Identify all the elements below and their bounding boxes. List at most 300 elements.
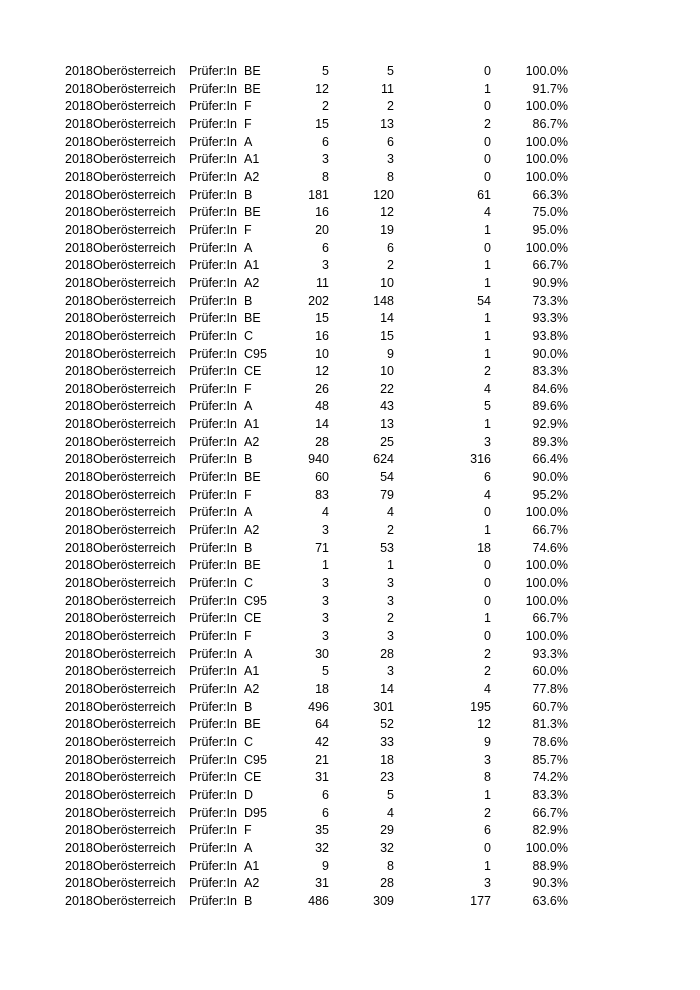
total-count-cell: 3 xyxy=(322,629,329,643)
role-cell: Prüfer:In xyxy=(189,222,237,237)
region-cell: Oberösterreich xyxy=(93,805,176,820)
failed-count-cell: 12 xyxy=(477,717,491,732)
year-cell: 2018 xyxy=(65,205,93,220)
failed-count-cell: 61 xyxy=(477,187,491,202)
pass-rate-cell: 93.3% xyxy=(532,646,568,661)
region-cell: Oberösterreich xyxy=(93,893,176,908)
total-count-cell: 496 xyxy=(308,699,329,714)
passed-count-cell: 6 xyxy=(387,240,394,255)
failed-count-cell: 0 xyxy=(484,576,491,591)
total-count-cell: 6 xyxy=(322,787,329,802)
table-row xyxy=(0,858,700,876)
table-row xyxy=(0,98,700,116)
license-class-cell: BE xyxy=(244,558,261,573)
passed-count-cell: 23 xyxy=(380,770,394,785)
total-count-cell: 20 xyxy=(315,222,329,237)
role-cell: Prüfer:In xyxy=(189,434,237,449)
table-row xyxy=(0,169,700,187)
passed-count-cell: 2 xyxy=(387,99,394,114)
pass-rate-cell: 63.6% xyxy=(532,893,568,908)
pass-rate-cell: 66.7% xyxy=(532,523,568,538)
license-class-cell: A xyxy=(244,646,253,661)
failed-count-cell: 1 xyxy=(484,417,491,432)
table-row xyxy=(0,204,700,222)
region-cell: Oberösterreich xyxy=(93,734,176,749)
year-cell: 2018 xyxy=(65,434,93,449)
total-count-cell: 4 xyxy=(322,505,329,520)
region-cell: Oberösterreich xyxy=(93,505,176,520)
failed-count-cell: 0 xyxy=(484,840,491,855)
total-count-cell: 16 xyxy=(315,205,329,220)
passed-count-cell: 54 xyxy=(380,470,394,485)
license-class-cell: F xyxy=(244,222,252,237)
role-cell: Prüfer:In xyxy=(189,381,237,396)
pass-rate-cell: 92.9% xyxy=(532,417,568,432)
year-cell: 2018 xyxy=(65,152,93,167)
passed-count-cell: 9 xyxy=(387,346,394,361)
region-cell: Oberösterreich xyxy=(93,258,176,273)
role-cell: Prüfer:In xyxy=(189,328,237,343)
passed-count-cell: 13 xyxy=(380,116,394,131)
pass-rate-cell: 78.6% xyxy=(532,734,568,749)
pass-rate-cell: 100.0% xyxy=(525,593,568,608)
pass-rate-cell: 86.7% xyxy=(532,116,568,131)
table-row xyxy=(0,487,700,505)
region-cell: Oberösterreich xyxy=(93,134,176,149)
table-row xyxy=(0,540,700,558)
year-cell: 2018 xyxy=(65,876,93,891)
license-class-cell: CE xyxy=(244,611,262,626)
total-count-cell: 83 xyxy=(315,487,329,502)
failed-count-cell: 2 xyxy=(484,664,491,679)
pass-rate-cell: 95.0% xyxy=(532,222,568,237)
failed-count-cell: 4 xyxy=(484,205,491,220)
table-row xyxy=(0,81,700,99)
role-cell: Prüfer:In xyxy=(189,717,237,732)
passed-count-cell: 2 xyxy=(387,611,394,626)
pass-rate-cell: 100.0% xyxy=(525,840,568,855)
region-cell: Oberösterreich xyxy=(93,116,176,131)
passed-count-cell: 22 xyxy=(380,381,394,396)
total-count-cell: 6 xyxy=(322,240,329,255)
pass-rate-cell: 85.7% xyxy=(532,752,568,767)
total-count-cell: 3 xyxy=(322,523,329,538)
role-cell: Prüfer:In xyxy=(189,893,237,908)
pass-rate-cell: 88.9% xyxy=(532,858,568,873)
role-cell: Prüfer:In xyxy=(189,734,237,749)
year-cell: 2018 xyxy=(65,576,93,591)
failed-count-cell: 1 xyxy=(484,275,491,290)
total-count-cell: 6 xyxy=(322,805,329,820)
failed-count-cell: 0 xyxy=(484,99,491,114)
license-class-cell: C95 xyxy=(244,346,267,361)
table-row xyxy=(0,434,700,452)
pass-rate-cell: 74.2% xyxy=(532,770,568,785)
passed-count-cell: 53 xyxy=(380,540,394,555)
total-count-cell: 202 xyxy=(308,293,329,308)
pass-rate-cell: 84.6% xyxy=(532,381,568,396)
role-cell: Prüfer:In xyxy=(189,258,237,273)
passed-count-cell: 120 xyxy=(373,187,394,202)
table-row xyxy=(0,840,700,858)
failed-count-cell: 2 xyxy=(484,646,491,661)
role-cell: Prüfer:In xyxy=(189,876,237,891)
failed-count-cell: 1 xyxy=(484,222,491,237)
role-cell: Prüfer:In xyxy=(189,452,237,467)
region-cell: Oberösterreich xyxy=(93,558,176,573)
region-cell: Oberösterreich xyxy=(93,876,176,891)
total-count-cell: 5 xyxy=(322,64,329,78)
failed-count-cell: 4 xyxy=(484,681,491,696)
year-cell: 2018 xyxy=(65,699,93,714)
failed-count-cell: 195 xyxy=(470,699,491,714)
passed-count-cell: 28 xyxy=(380,876,394,891)
role-cell: Prüfer:In xyxy=(189,64,237,78)
failed-count-cell: 0 xyxy=(484,240,491,255)
license-class-cell: D95 xyxy=(244,805,267,820)
pass-rate-cell: 90.0% xyxy=(532,470,568,485)
passed-count-cell: 8 xyxy=(387,858,394,873)
license-class-cell: F xyxy=(244,823,252,838)
table-row xyxy=(0,557,700,575)
total-count-cell: 18 xyxy=(315,681,329,696)
region-cell: Oberösterreich xyxy=(93,99,176,114)
failed-count-cell: 316 xyxy=(470,452,491,467)
license-class-cell: BE xyxy=(244,205,261,220)
table-row xyxy=(0,875,700,893)
table-row xyxy=(0,805,700,823)
region-cell: Oberösterreich xyxy=(93,64,176,78)
failed-count-cell: 3 xyxy=(484,434,491,449)
year-cell: 2018 xyxy=(65,734,93,749)
table-row xyxy=(0,734,700,752)
failed-count-cell: 4 xyxy=(484,381,491,396)
failed-count-cell: 1 xyxy=(484,81,491,96)
role-cell: Prüfer:In xyxy=(189,593,237,608)
pass-rate-cell: 90.0% xyxy=(532,346,568,361)
region-cell: Oberösterreich xyxy=(93,523,176,538)
license-class-cell: A2 xyxy=(244,169,260,184)
role-cell: Prüfer:In xyxy=(189,805,237,820)
passed-count-cell: 33 xyxy=(380,734,394,749)
license-class-cell: A1 xyxy=(244,417,260,432)
passed-count-cell: 301 xyxy=(373,699,394,714)
total-count-cell: 42 xyxy=(315,734,329,749)
year-cell: 2018 xyxy=(65,452,93,467)
pass-rate-cell: 90.3% xyxy=(532,876,568,891)
year-cell: 2018 xyxy=(65,823,93,838)
role-cell: Prüfer:In xyxy=(189,205,237,220)
region-cell: Oberösterreich xyxy=(93,311,176,326)
year-cell: 2018 xyxy=(65,81,93,96)
year-cell: 2018 xyxy=(65,64,93,78)
role-cell: Prüfer:In xyxy=(189,240,237,255)
passed-count-cell: 18 xyxy=(380,752,394,767)
failed-count-cell: 2 xyxy=(484,364,491,379)
year-cell: 2018 xyxy=(65,893,93,908)
passed-count-cell: 14 xyxy=(380,681,394,696)
role-cell: Prüfer:In xyxy=(189,417,237,432)
passed-count-cell: 52 xyxy=(380,717,394,732)
pass-rate-cell: 100.0% xyxy=(525,505,568,520)
failed-count-cell: 3 xyxy=(484,876,491,891)
region-cell: Oberösterreich xyxy=(93,434,176,449)
year-cell: 2018 xyxy=(65,275,93,290)
table-row xyxy=(0,398,700,416)
passed-count-cell: 1 xyxy=(387,558,394,573)
pass-rate-cell: 60.0% xyxy=(532,664,568,679)
role-cell: Prüfer:In xyxy=(189,311,237,326)
year-cell: 2018 xyxy=(65,558,93,573)
pass-rate-cell: 66.7% xyxy=(532,611,568,626)
year-cell: 2018 xyxy=(65,116,93,131)
total-count-cell: 48 xyxy=(315,399,329,414)
year-cell: 2018 xyxy=(65,487,93,502)
passed-count-cell: 13 xyxy=(380,417,394,432)
pass-rate-cell: 93.3% xyxy=(532,311,568,326)
pass-rate-cell: 66.7% xyxy=(532,258,568,273)
total-count-cell: 1 xyxy=(322,558,329,573)
year-cell: 2018 xyxy=(65,840,93,855)
year-cell: 2018 xyxy=(65,717,93,732)
license-class-cell: B xyxy=(244,293,253,308)
passed-count-cell: 148 xyxy=(373,293,394,308)
failed-count-cell: 9 xyxy=(484,734,491,749)
license-class-cell: CE xyxy=(244,364,262,379)
role-cell: Prüfer:In xyxy=(189,611,237,626)
license-class-cell: BE xyxy=(244,64,261,78)
region-cell: Oberösterreich xyxy=(93,452,176,467)
region-cell: Oberösterreich xyxy=(93,328,176,343)
role-cell: Prüfer:In xyxy=(189,152,237,167)
table-row xyxy=(0,593,700,611)
license-class-cell: A2 xyxy=(244,681,260,696)
year-cell: 2018 xyxy=(65,222,93,237)
region-cell: Oberösterreich xyxy=(93,752,176,767)
table-row xyxy=(0,469,700,487)
total-count-cell: 64 xyxy=(315,717,329,732)
table-row xyxy=(0,504,700,522)
license-class-cell: F xyxy=(244,99,252,114)
license-class-cell: A xyxy=(244,840,253,855)
license-class-cell: B xyxy=(244,699,253,714)
pass-rate-cell: 95.2% xyxy=(532,487,568,502)
region-cell: Oberösterreich xyxy=(93,205,176,220)
license-class-cell: F xyxy=(244,629,252,643)
region-cell: Oberösterreich xyxy=(93,346,176,361)
license-class-cell: B xyxy=(244,187,253,202)
table-row xyxy=(0,416,700,434)
table-row xyxy=(0,522,700,540)
table-row xyxy=(0,451,700,469)
pass-rate-cell: 100.0% xyxy=(525,240,568,255)
total-count-cell: 31 xyxy=(315,770,329,785)
failed-count-cell: 0 xyxy=(484,152,491,167)
passed-count-cell: 10 xyxy=(380,275,394,290)
role-cell: Prüfer:In xyxy=(189,487,237,502)
failed-count-cell: 1 xyxy=(484,311,491,326)
role-cell: Prüfer:In xyxy=(189,699,237,714)
year-cell: 2018 xyxy=(65,752,93,767)
table-row xyxy=(0,328,700,346)
pass-rate-cell: 89.6% xyxy=(532,399,568,414)
license-class-cell: B xyxy=(244,452,253,467)
role-cell: Prüfer:In xyxy=(189,346,237,361)
table-row xyxy=(0,310,700,328)
role-cell: Prüfer:In xyxy=(189,629,237,643)
role-cell: Prüfer:In xyxy=(189,664,237,679)
year-cell: 2018 xyxy=(65,169,93,184)
total-count-cell: 60 xyxy=(315,470,329,485)
table-row xyxy=(0,151,700,169)
total-count-cell: 35 xyxy=(315,823,329,838)
total-count-cell: 14 xyxy=(315,417,329,432)
total-count-cell: 6 xyxy=(322,134,329,149)
region-cell: Oberösterreich xyxy=(93,664,176,679)
year-cell: 2018 xyxy=(65,646,93,661)
license-class-cell: C95 xyxy=(244,593,267,608)
passed-count-cell: 15 xyxy=(380,328,394,343)
total-count-cell: 3 xyxy=(322,611,329,626)
table-row xyxy=(0,752,700,770)
table-row xyxy=(0,822,700,840)
role-cell: Prüfer:In xyxy=(189,523,237,538)
license-class-cell: A xyxy=(244,134,253,149)
table-row xyxy=(0,681,700,699)
role-cell: Prüfer:In xyxy=(189,576,237,591)
total-count-cell: 10 xyxy=(315,346,329,361)
failed-count-cell: 54 xyxy=(477,293,491,308)
total-count-cell: 21 xyxy=(315,752,329,767)
region-cell: Oberösterreich xyxy=(93,275,176,290)
year-cell: 2018 xyxy=(65,629,93,643)
total-count-cell: 31 xyxy=(315,876,329,891)
passed-count-cell: 3 xyxy=(387,152,394,167)
year-cell: 2018 xyxy=(65,328,93,343)
year-cell: 2018 xyxy=(65,681,93,696)
total-count-cell: 3 xyxy=(322,258,329,273)
role-cell: Prüfer:In xyxy=(189,187,237,202)
passed-count-cell: 10 xyxy=(380,364,394,379)
passed-count-cell: 3 xyxy=(387,576,394,591)
failed-count-cell: 0 xyxy=(484,64,491,78)
license-class-cell: C xyxy=(244,576,254,591)
pass-rate-cell: 100.0% xyxy=(525,629,568,643)
table-row xyxy=(0,716,700,734)
license-class-cell: F xyxy=(244,116,252,131)
passed-count-cell: 14 xyxy=(380,311,394,326)
table-row xyxy=(0,134,700,152)
failed-count-cell: 4 xyxy=(484,487,491,502)
table-row xyxy=(0,63,700,81)
region-cell: Oberösterreich xyxy=(93,823,176,838)
total-count-cell: 486 xyxy=(308,893,329,908)
table-row xyxy=(0,769,700,787)
year-cell: 2018 xyxy=(65,505,93,520)
table-row xyxy=(0,363,700,381)
table-row xyxy=(0,893,700,911)
year-cell: 2018 xyxy=(65,258,93,273)
pass-rate-cell: 83.3% xyxy=(532,787,568,802)
role-cell: Prüfer:In xyxy=(189,823,237,838)
failed-count-cell: 3 xyxy=(484,752,491,767)
pass-rate-cell: 100.0% xyxy=(525,99,568,114)
license-class-cell: BE xyxy=(244,717,261,732)
total-count-cell: 3 xyxy=(322,152,329,167)
table-row xyxy=(0,187,700,205)
license-class-cell: D xyxy=(244,787,254,802)
pass-rate-cell: 60.7% xyxy=(532,699,568,714)
pass-rate-cell: 100.0% xyxy=(525,169,568,184)
pass-rate-cell: 66.3% xyxy=(532,187,568,202)
failed-count-cell: 0 xyxy=(484,558,491,573)
license-class-cell: BE xyxy=(244,311,261,326)
license-class-cell: C95 xyxy=(244,752,267,767)
region-cell: Oberösterreich xyxy=(93,840,176,855)
failed-count-cell: 1 xyxy=(484,787,491,802)
table-row xyxy=(0,628,700,646)
failed-count-cell: 1 xyxy=(484,611,491,626)
total-count-cell: 26 xyxy=(315,381,329,396)
pass-rate-cell: 90.9% xyxy=(532,275,568,290)
pass-rate-cell: 74.6% xyxy=(532,540,568,555)
total-count-cell: 15 xyxy=(315,311,329,326)
total-count-cell: 5 xyxy=(322,664,329,679)
table-row xyxy=(0,646,700,664)
passed-count-cell: 12 xyxy=(380,205,394,220)
year-cell: 2018 xyxy=(65,770,93,785)
pass-rate-cell: 75.0% xyxy=(532,205,568,220)
failed-count-cell: 0 xyxy=(484,169,491,184)
passed-count-cell: 29 xyxy=(380,823,394,838)
region-cell: Oberösterreich xyxy=(93,629,176,643)
license-class-cell: F xyxy=(244,381,252,396)
failed-count-cell: 177 xyxy=(470,893,491,908)
table-row xyxy=(0,346,700,364)
license-class-cell: A2 xyxy=(244,523,260,538)
passed-count-cell: 32 xyxy=(380,840,394,855)
total-count-cell: 8 xyxy=(322,169,329,184)
license-class-cell: A2 xyxy=(244,275,260,290)
passed-count-cell: 6 xyxy=(387,134,394,149)
passed-count-cell: 5 xyxy=(387,64,394,78)
pass-rate-cell: 66.7% xyxy=(532,805,568,820)
year-cell: 2018 xyxy=(65,787,93,802)
role-cell: Prüfer:In xyxy=(189,840,237,855)
passed-count-cell: 3 xyxy=(387,629,394,643)
failed-count-cell: 0 xyxy=(484,134,491,149)
pass-rate-cell: 100.0% xyxy=(525,134,568,149)
failed-count-cell: 0 xyxy=(484,629,491,643)
role-cell: Prüfer:In xyxy=(189,169,237,184)
year-cell: 2018 xyxy=(65,805,93,820)
year-cell: 2018 xyxy=(65,593,93,608)
failed-count-cell: 0 xyxy=(484,505,491,520)
total-count-cell: 12 xyxy=(315,81,329,96)
pass-rate-cell: 82.9% xyxy=(532,823,568,838)
role-cell: Prüfer:In xyxy=(189,646,237,661)
region-cell: Oberösterreich xyxy=(93,646,176,661)
year-cell: 2018 xyxy=(65,364,93,379)
pass-rate-cell: 83.3% xyxy=(532,364,568,379)
total-count-cell: 32 xyxy=(315,840,329,855)
license-class-cell: A1 xyxy=(244,152,260,167)
role-cell: Prüfer:In xyxy=(189,681,237,696)
license-class-cell: C xyxy=(244,734,254,749)
total-count-cell: 16 xyxy=(315,328,329,343)
region-cell: Oberösterreich xyxy=(93,470,176,485)
pass-rate-cell: 73.3% xyxy=(532,293,568,308)
